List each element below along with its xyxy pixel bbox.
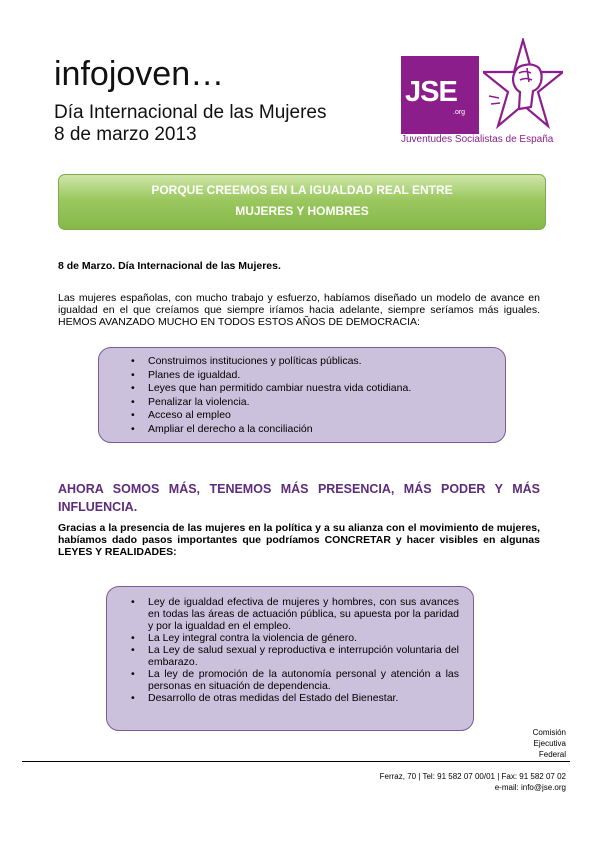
list-item-text: La Ley de salud sexual y reproductiva e interrupción voluntaria del embarazo. [148, 644, 459, 668]
list-item-text: Leyes que han permitido cambiar nuestra vida cotidiana. [148, 382, 412, 394]
list-item [131, 423, 493, 437]
laws-list [131, 596, 459, 704]
bullet-icon: • [131, 692, 135, 704]
signature-block [533, 727, 566, 760]
footer-divider [22, 761, 570, 762]
achievements-list [131, 355, 493, 436]
raised-fist-star-icon [483, 38, 563, 136]
list-item [131, 409, 493, 423]
page-title: infojoven… [54, 55, 225, 93]
section-heading: AHORA SOMOS MÁS, TENEMOS MÁS PRESENCIA, MÁS PODER Y MÁS INFLUENCIA. [58, 482, 540, 514]
list-item-text: Acceso al empleo [148, 409, 231, 421]
list-item [131, 644, 459, 668]
list-item [131, 692, 459, 704]
page-subtitle: Día Internacional de las Mujeres [54, 102, 327, 123]
list-item [131, 369, 493, 383]
bullet-icon: • [131, 632, 135, 644]
list-item [131, 632, 459, 644]
signature-line: Federal [538, 750, 566, 759]
list-item-text: Planes de igualdad. [148, 368, 241, 381]
logo-caption: Juventudes Socialistas de España [401, 134, 554, 145]
list-item [131, 382, 493, 396]
signature-line: Ejecutiva [533, 739, 566, 748]
jse-logo [401, 38, 571, 148]
list-item-text: Desarrollo de otras medidas del Estado del Bienestar. [148, 692, 399, 704]
list-item-text: La Ley integral contra la violencia de género. [148, 632, 357, 644]
footer-address: Ferraz, 70 | Tel: 91 582 07 00/01 | Fax: 91 582 07 02 [379, 772, 566, 781]
bullet-icon: • [131, 644, 135, 656]
list-item-text: Construimos instituciones y políticas públicas. [148, 355, 362, 367]
bullet-icon: • [131, 382, 135, 394]
bullet-icon: • [131, 395, 135, 408]
laws-box [106, 586, 474, 731]
list-item [131, 355, 493, 369]
signature-line: Comisión [532, 728, 566, 737]
list-item [131, 668, 459, 692]
banner-line-1: PORQUE CREEMOS EN LA IGUALDAD REAL ENTRE [151, 183, 453, 197]
list-item [131, 396, 493, 410]
bullet-icon: • [131, 368, 135, 381]
logo-mark [401, 56, 479, 134]
list-item-text: Penalizar la violencia. [148, 395, 250, 408]
bullet-icon: • [131, 596, 135, 608]
list-item [131, 596, 459, 632]
banner-line-2: MUJERES Y HOMBRES [235, 204, 369, 218]
intro-paragraph: Las mujeres españolas, con mucho trabajo y esfuerzo, habíamos diseñado un modelo de avance en igualdad en el que creíamos que siempre iríamos hacia adelante, siempre seríamos más iguales. HEMOS AVANZADO MUCHO EN TODOS ESTOS AÑOS DE DEMOCRACIA: [58, 292, 540, 328]
headline-banner [58, 174, 546, 230]
list-item-text: Ley de igualdad efectiva de mujeres y hombres, con sus avances en todas las áreas de actuación pública, su apuesta por la paridad y por la igualdad en el empleo. [148, 596, 459, 632]
list-item-text: Ampliar el derecho a la conciliación [148, 422, 313, 435]
bullet-icon: • [131, 668, 135, 680]
bullet-icon: • [131, 422, 135, 435]
section-paragraph: Gracias a la presencia de las mujeres en la política y a su alianza con el movimiento de mujeres, habíamos dado pasos importantes que podríamos CONCRETAR y hacer visibles en algunas LEYES Y REALIDADES: [58, 522, 540, 558]
footer-email: e-mail: info@jse.org [494, 783, 566, 792]
achievements-box [98, 347, 506, 443]
logo-mark-text: JSE [405, 76, 457, 108]
bullet-icon: • [131, 355, 135, 367]
intro-heading: 8 de Marzo. Día Internacional de las Mujeres. [58, 260, 281, 272]
bullet-icon: • [131, 409, 135, 421]
list-item-text: La ley de promoción de la autonomía personal y atención a las personas en situación de dependencia. [148, 668, 459, 692]
logo-mark-suffix: .org [453, 109, 466, 116]
page-date: 8 de marzo 2013 [54, 124, 197, 145]
